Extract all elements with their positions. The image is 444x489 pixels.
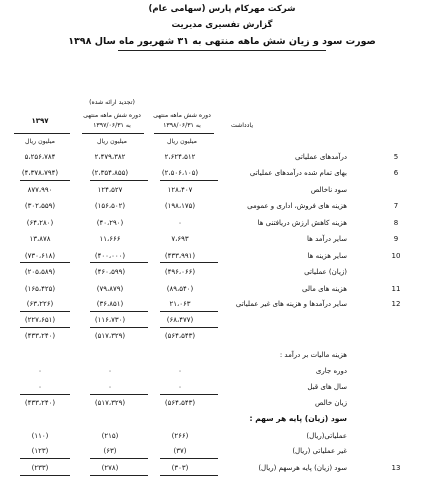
- company-name: شرکت مهرکام پارس (سهامی عام): [148, 4, 296, 14]
- subtotal-line: [90, 180, 148, 181]
- row-value-1: (۳۷): [173, 447, 187, 455]
- row-value-3: (۷۳۰،۶۱۸): [24, 252, 56, 260]
- row-label: غیر عملیاتی (ریال): [292, 447, 347, 455]
- subtotal-line: [160, 311, 218, 312]
- row-value-1: ۲،۶۲۴،۵۱۲: [164, 153, 196, 161]
- row-value-1: ۰: [178, 219, 182, 227]
- subtotal-line: [160, 458, 218, 459]
- row-value-3: (۴،۳۷۸،۷۹۴): [21, 169, 59, 177]
- row-value-1: ۰: [178, 383, 182, 391]
- note-column-header: یادداشت: [230, 122, 254, 129]
- row-value-1: (۵۶۴،۵۴۳): [164, 399, 196, 407]
- row-label: سود ناخالص: [310, 186, 347, 194]
- row-value-1: ۷،۶۹۳: [171, 235, 189, 243]
- row-value-3: (۲۰۵،۵۸۹): [24, 268, 56, 276]
- row-value-2: ۲،۴۷۹،۳۸۲: [94, 153, 126, 161]
- row-value-3: ۱۳،۸۷۸: [29, 235, 51, 243]
- row-label: هزینه های مالی: [302, 285, 347, 293]
- row-value-2: ۱۱،۶۶۶: [99, 235, 121, 243]
- row-value-2: (۶۳): [103, 447, 117, 455]
- subtotal-line: [90, 262, 148, 263]
- row-value-3: (۶۳،۲۲۶): [26, 300, 54, 308]
- row-value-3: ۰: [38, 383, 42, 391]
- row-label: هزینه کاهش ارزش دریافتنی ها: [257, 219, 347, 227]
- row-value-2: (۵۱۷،۳۲۹): [94, 332, 126, 340]
- row-value-2: ۱۲۴،۵۲۷: [97, 186, 123, 194]
- row-label: (زیان) عملیاتی: [304, 268, 347, 276]
- row-value-2: (۲۱۵): [101, 432, 119, 440]
- subtotal-line: [90, 394, 148, 395]
- row-value-2: (۴۰۰،۰۰۰): [94, 252, 126, 260]
- restated-label: (تجدید ارائه شده): [89, 99, 135, 106]
- row-note: 11: [391, 285, 401, 293]
- row-value-2: (۱۵۶،۵۰۲): [94, 202, 126, 210]
- total-line: [20, 475, 70, 476]
- row-label: عملیاتی(ریال): [306, 432, 347, 440]
- row-value-1: (۱۹۸،۱۷۵): [164, 202, 196, 210]
- row-value-3: (۲۳۳): [31, 464, 49, 472]
- row-value-2: (۲،۳۵۴،۸۵۵): [91, 169, 129, 177]
- row-label: دوره جاری: [315, 367, 347, 375]
- unit-label-1: میلیون ریال: [167, 138, 197, 145]
- row-value-3: (۱۶۵،۴۲۵): [24, 285, 56, 293]
- report-title: گزارش تفسیری مدیریت: [171, 20, 273, 30]
- subtotal-line: [20, 327, 70, 328]
- row-value-1: (۵۶۴،۵۴۳): [164, 332, 196, 340]
- row-value-2: ۰: [108, 383, 112, 391]
- row-value-1: (۳۰۳): [171, 464, 189, 472]
- row-label: سود (زیان) پایه هر سهم :: [249, 414, 347, 423]
- column-2-header-line2: به ۱۳۹۷/۰۶/۳۱: [93, 122, 131, 129]
- subtotal-line: [20, 394, 70, 395]
- row-note: 7: [393, 202, 399, 210]
- row-value-1: ۰: [178, 367, 182, 375]
- row-note: 12: [391, 300, 401, 308]
- subtotal-line: [90, 311, 148, 312]
- row-value-1: ۱۲۸،۴۰۷: [167, 186, 193, 194]
- subtotal-line: [160, 327, 218, 328]
- row-label: سال های قبل: [307, 383, 347, 391]
- subtotal-line: [20, 262, 70, 263]
- row-value-1: (۴۳۳،۹۹۱): [164, 252, 196, 260]
- column-2-header-line1: دوره شش ماهه منتهی: [83, 112, 141, 119]
- row-value-3: (۳۰۲،۵۵۹): [24, 202, 56, 210]
- total-line: [90, 475, 148, 476]
- row-value-2: (۵۱۷،۳۲۹): [94, 399, 126, 407]
- row-note: 5: [393, 153, 399, 161]
- subtotal-line: [160, 262, 218, 263]
- row-note: 6: [393, 169, 399, 177]
- subtotal-line: [160, 180, 218, 181]
- row-value-3: ۸۷۷،۹۹۰: [27, 186, 53, 194]
- row-value-3: (۱۲۳): [31, 447, 49, 455]
- subtotal-line: [160, 394, 218, 395]
- row-value-3: (۲۲۷،۶۵۱): [24, 316, 56, 324]
- row-value-3: (۴۳۳،۲۴۰): [24, 399, 56, 407]
- row-label: سایر درآمدها و هزینه های غیر عملیاتی: [235, 300, 347, 308]
- column-3-header: ۱۳۹۷: [31, 117, 49, 125]
- row-note: 9: [393, 235, 399, 243]
- row-value-2: (۴۶۰،۵۹۹): [94, 268, 126, 276]
- subtotal-line: [20, 311, 70, 312]
- row-value-3: ۰: [38, 367, 42, 375]
- row-value-1: (۸۹،۵۴۰): [166, 285, 194, 293]
- column-1-header-line1: دوره شش ماهه منتهی: [153, 112, 211, 119]
- row-note: 8: [393, 219, 399, 227]
- subtotal-line: [90, 327, 148, 328]
- row-value-2: ۰: [108, 367, 112, 375]
- row-label: درآمدهای عملیاتی: [295, 153, 347, 161]
- row-label: سایر درآمد ها: [307, 235, 347, 243]
- row-label: بهای تمام شده درآمدهای عملیاتی: [249, 169, 347, 177]
- row-value-1: (۶۸،۴۷۷): [166, 316, 194, 324]
- row-value-2: (۴۰،۲۹۰): [96, 219, 124, 227]
- row-label: سایر هزینه ها: [307, 252, 347, 260]
- row-value-2: (۲۷۸): [101, 464, 119, 472]
- row-label: سود (زیان) پایه هرسهم (ریال): [258, 464, 347, 472]
- total-line: [160, 475, 218, 476]
- row-note: 10: [391, 252, 401, 260]
- row-label: هزینه های فروش، اداری و عمومی: [247, 202, 347, 210]
- row-value-1: ۲۱،۰۶۳: [169, 300, 191, 308]
- row-value-2: (۱۱۶،۷۳۰): [94, 316, 126, 324]
- row-value-3: ۵،۲۵۶،۷۸۴: [24, 153, 56, 161]
- subtotal-line: [20, 458, 70, 459]
- unit-label-3: میلیون ریال: [25, 138, 55, 145]
- subtotal-line: [20, 180, 70, 181]
- row-value-3: (۱۱۰): [31, 432, 49, 440]
- row-note: 13: [391, 464, 401, 472]
- row-value-3: (۶۴،۲۸۰): [26, 219, 54, 227]
- row-value-2: (۳۶،۸۵۱): [96, 300, 124, 308]
- row-label: زیان خالص: [315, 399, 347, 407]
- subtotal-line: [90, 458, 148, 459]
- row-value-1: (۲۶۶): [171, 432, 189, 440]
- row-value-1: (۴۹۶،۰۶۶): [164, 268, 196, 276]
- unit-label-2: میلیون ریال: [97, 138, 127, 145]
- row-value-2: (۷۹،۸۷۹): [96, 285, 124, 293]
- row-value-1: (۲،۵۰۶،۱۰۵): [161, 169, 199, 177]
- statement-title: صورت سود و زیان شش ماهه منتهی به ۳۱ شهریور ماه سال ۱۳۹۸: [68, 36, 376, 47]
- row-label: هزینه مالیات بر درآمد :: [279, 351, 347, 359]
- column-1-header-line2: به ۱۳۹۸/۰۶/۳۱: [163, 122, 201, 129]
- row-value-3: (۴۳۳،۲۴۰): [24, 332, 56, 340]
